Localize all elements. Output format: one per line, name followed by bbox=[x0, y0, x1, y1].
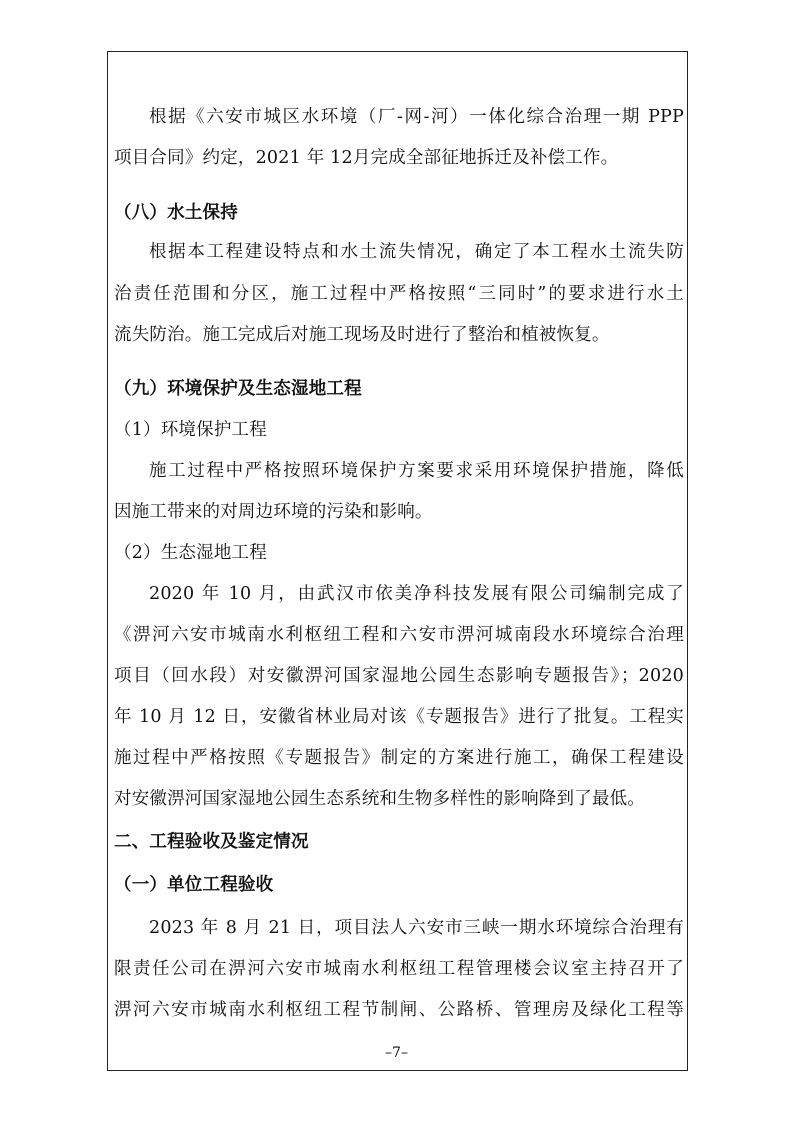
chapter-heading-2: 二、工程验收及鉴定情况 bbox=[114, 832, 309, 852]
paragraph-line: 淠河六安市城南水利枢纽工程节制闸、公路桥、管理房及绿化工程等 bbox=[114, 1000, 684, 1020]
paragraph-line: 因施工带来的对周边环境的污染和影响。 bbox=[114, 502, 433, 522]
paragraph-line: 2020 年 10 月，由武汉市依美净科技发展有限公司编制完成了 bbox=[149, 584, 684, 604]
paragraph-line: 流失防治。施工完成后对施工现场及时进行了整治和植被恢复。 bbox=[114, 325, 610, 345]
paragraph-line: 《淠河六安市城南水利枢纽工程和六安市淠河城南段水环境综合治理 bbox=[114, 625, 684, 645]
paragraph-line: 年 10 月 12 日，安徽省林业局对该《专题报告》进行了批复。工程实 bbox=[114, 707, 684, 727]
section-heading-9: （九）环境保护及生态湿地工程 bbox=[114, 379, 362, 399]
paragraph-line: 限责任公司在淠河六安市城南水利枢纽工程管理楼会议室主持召开了 bbox=[114, 959, 684, 979]
page-number: –7– bbox=[385, 1045, 408, 1061]
paragraph-line: 治责任范围和分区，施工过程中严格按照“三同时”的要求进行水土 bbox=[114, 284, 684, 304]
paragraph-line: 施过程中严格按照《专题报告》制定的方案进行施工，确保工程建设 bbox=[114, 748, 684, 768]
paragraph-line: 2023 年 8 月 21 日，项目法人六安市三峡一期水环境综合治理有 bbox=[149, 918, 684, 938]
paragraph-line: 根据《六安市城区水环境（厂-网-河）一体化综合治理一期 PPP bbox=[149, 107, 684, 127]
section-heading-1: （一）单位工程验收 bbox=[114, 875, 274, 895]
paragraph-line: 根据本工程建设特点和水土流失情况，确定了本工程水土流失防 bbox=[149, 242, 684, 262]
subsection-heading-1: （1）环境保护工程 bbox=[114, 420, 267, 440]
section-heading-8: （八）水土保持 bbox=[114, 203, 238, 223]
subsection-heading-2: （2）生态湿地工程 bbox=[114, 543, 267, 563]
paragraph-line: 对安徽淠河国家湿地公园生态系统和生物多样性的影响降到了最低。 bbox=[114, 789, 645, 809]
paragraph-line: 项目（回水段）对安徽淠河国家湿地公园生态影响专题报告》；2020 bbox=[114, 666, 684, 686]
paragraph-line: 项目合同》约定，2021 年 12月完成全部征地拆迁及补偿工作。 bbox=[114, 148, 619, 168]
paragraph-line: 施工过程中严格按照环境保护方案要求采用环境保护措施，降低 bbox=[149, 461, 684, 481]
